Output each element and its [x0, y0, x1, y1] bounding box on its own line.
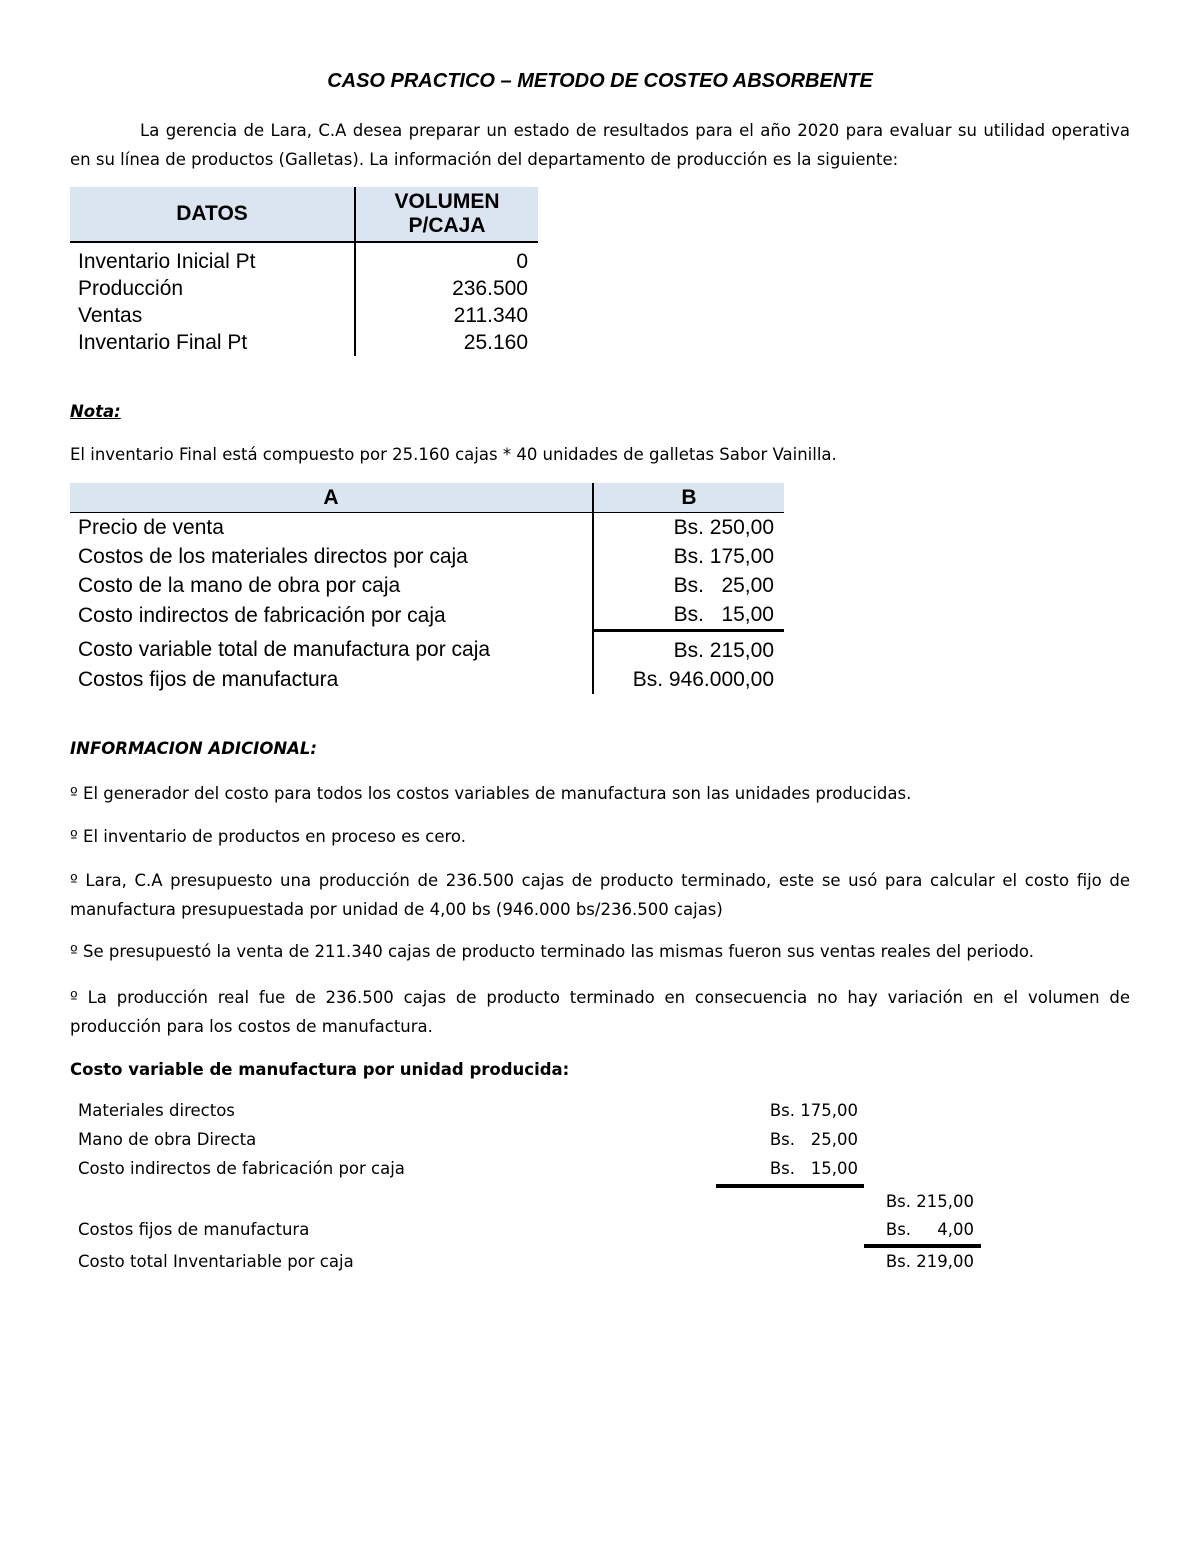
row-value: Bs. 250,00 — [673, 516, 774, 539]
additional-item: º La producción real fue de 236.500 cajas de producto terminado en consecuencia no hay variación en el volumen de producción para los costos de manufactura. — [70, 988, 1130, 1036]
header-a: A — [70, 483, 593, 513]
row-label: Costos fijos de manufactura — [70, 665, 593, 694]
row-label: Inventario Inicial Pt — [70, 248, 355, 275]
additional-item: º Lara, C.A presupuesto una producción de 236.500 cajas de producto terminado, este se usó para calcular el costo fijo de manufactura presupuestada por unidad de 4,00 bs (946.000 bs/236.500 cajas) — [70, 871, 1130, 919]
row-label: Precio de venta — [70, 513, 593, 543]
table-row — [70, 571, 784, 600]
row-label: Ventas — [70, 302, 355, 329]
summary-label: Costo indirectos de fabricación por caja — [78, 1159, 405, 1178]
additional-item: º Se presupuestó la venta de 211.340 cajas de producto terminado las mismas fueron sus ventas reales del periodo. — [70, 942, 1034, 961]
row-label: Costos de los materiales directos por caja — [70, 542, 593, 571]
summary-value: Bs. 15,00 — [769, 1159, 858, 1178]
row-label: Producción — [70, 275, 355, 302]
subtotal-rule — [716, 1184, 864, 1188]
row-label: Inventario Final Pt — [70, 329, 355, 356]
additional-item: º El generador del costo para todos los costos variables de manufactura son las unidades producidas. — [70, 784, 912, 803]
summary-value: Bs. 25,00 — [769, 1130, 858, 1149]
total-value: Bs. 219,00 — [885, 1252, 974, 1271]
fixed-cost-label: Costos fijos de manufactura — [78, 1220, 310, 1239]
row-value: 236.500 — [452, 277, 528, 300]
table-row — [70, 542, 784, 571]
row-value: 211.340 — [453, 304, 528, 327]
table-row — [70, 600, 784, 631]
table-row — [70, 631, 784, 666]
header-volumen: VOLUMEN P/CAJA — [355, 187, 538, 242]
additional-item: º El inventario de productos en proceso es cero. — [70, 827, 466, 846]
row-value: Bs. 25,00 — [673, 574, 774, 597]
table-row — [70, 248, 538, 275]
row-label: Costo variable total de manufactura por caja — [70, 631, 593, 666]
row-value: Bs. 175,00 — [673, 545, 774, 568]
summary-subtotal: Bs. 215,00 — [885, 1192, 974, 1211]
nota-text: El inventario Final está compuesto por 25.160 cajas * 40 unidades de galletas Sabor Vainilla. — [70, 445, 837, 464]
total-label: Costo total Inventariable por caja — [78, 1252, 354, 1271]
nota-heading: Nota: — [70, 402, 121, 421]
header-datos: DATOS — [70, 187, 355, 242]
fixed-cost-value: Bs. 4,00 — [885, 1220, 974, 1239]
row-value: 25.160 — [463, 331, 528, 354]
intro-paragraph: La gerencia de Lara, C.A desea preparar un estado de resultados para el año 2020 para evaluar su utilidad operativa en su línea de productos (Galletas). La información del departamento de producción es la siguiente: — [70, 121, 1130, 169]
additional-heading: INFORMACION ADICIONAL: — [70, 739, 318, 758]
row-value: 0 — [516, 250, 528, 273]
header-b: B — [593, 483, 784, 513]
summary-label: Materiales directos — [78, 1101, 235, 1120]
row-value: Bs. 215,00 — [673, 639, 774, 662]
cost-data-table — [70, 483, 784, 694]
row-value: Bs. 15,00 — [593, 600, 784, 631]
summary-value: Bs. 175,00 — [769, 1101, 858, 1120]
document-title: CASO PRACTICO – METODO DE COSTEO ABSORBENTE — [327, 70, 873, 92]
summary-heading: Costo variable de manufactura por unidad producida: — [70, 1060, 570, 1079]
table-row — [70, 302, 538, 329]
row-value: Bs. 946.000,00 — [632, 668, 774, 691]
row-label: Costo de la mano de obra por caja — [70, 571, 593, 600]
table-row — [70, 275, 538, 302]
production-data-table — [70, 187, 538, 356]
row-label: Costo indirectos de fabricación por caja — [70, 600, 593, 631]
table-row — [70, 329, 538, 356]
summary-label: Mano de obra Directa — [78, 1130, 257, 1149]
table-row — [70, 513, 784, 543]
total-rule — [864, 1244, 981, 1248]
table-row — [70, 665, 784, 694]
